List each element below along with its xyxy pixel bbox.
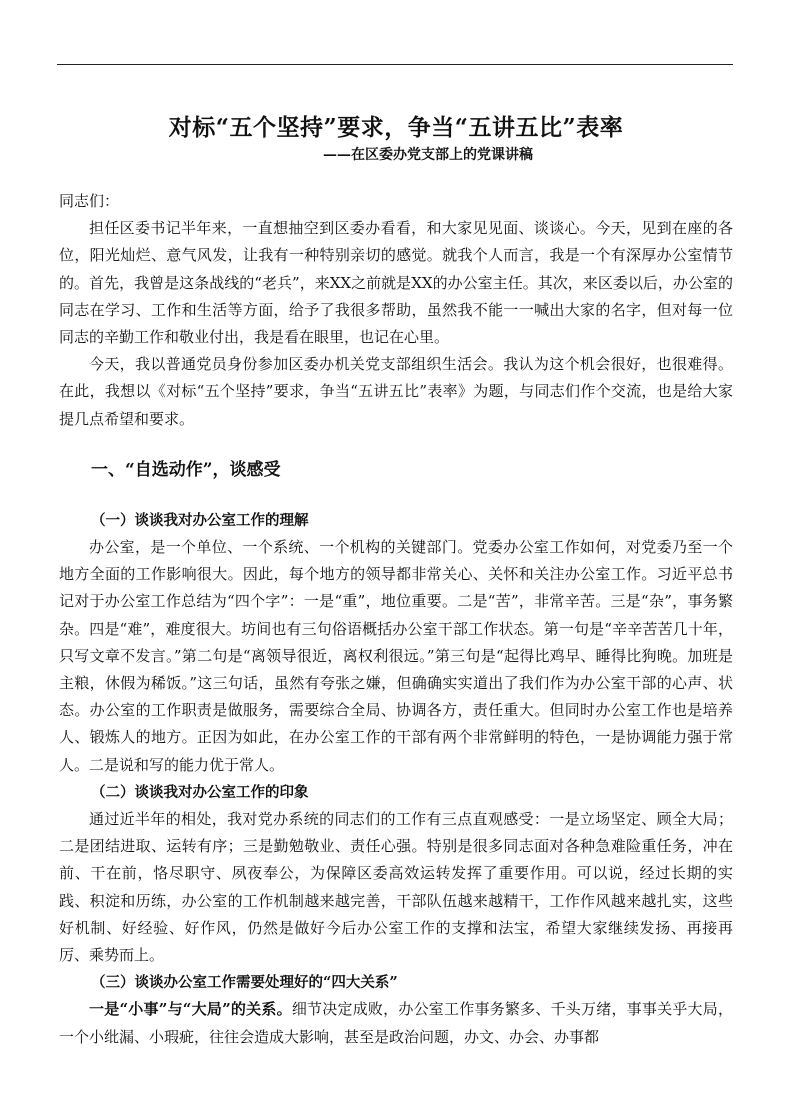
subsection-3-paragraph [59,996,733,1050]
document-subtitle: ——在区委办党支部上的党课讲稿 [323,147,533,163]
relation-1-text: 细节决定成败，办公室工作事务繁多、千头万绪，事事关乎大局，一个小纰漏、小瑕疵，往往会造成大影响，甚至是政治问题，办文、办会、办事都 [59,1000,733,1046]
subsection-3-heading: （三）谈谈办公室工作需要处理好的“四大关系” [91,974,398,992]
greeting: 同志们： [59,192,120,210]
intro-paragraph-1: 担任区委书记半年来，一直想抽空到区委办看看，和大家见见面、谈谈心。今天，见到在座的各位，阳光灿烂、意气风发，让我有一种特别亲切的感觉。就我个人而言，我是一个有深厚办公室情节的。首先，我曾是这条战线的“老兵”，来XX之前就是XX的办公室主任。其次，来区委以后，办公室的同志在学习、工作和生活等方面，给予了我很多帮助，虽然我不能一一喊出大家的名字，但对每一位同志的辛勤工作和敬业付出，我是看在眼里，也记在心里。 [59,219,733,347]
intro-paragraph-2: 今天，我以普通党员身份参加区委办机关党支部组织生活会。我认为这个机会很好，也很难得。在此，我想以《对标“五个坚持”要求，争当“五讲五比”表率》为题，与同志们作个交流，也是给大家提几点希望和要求。 [59,355,733,428]
subsection-1-paragraph: 办公室，是一个单位、一个系统、一个机构的关键部门。党委办公室工作如何，对党委乃至一个地方全面的工作影响很大。因此，每个地方的领导都非常关心、关怀和关注办公室工作。习近平总书记对于办公室工作总结为“四个字”：一是“重”，地位重要。二是“苦”，非常辛苦。三是“杂”，事务繁杂。四是“难”，难度很大。坊间也有三句俗语概括办公室干部工作状态。第一句是“辛辛苦苦几十年，只写文章不发言。”第二句是“离领导很近，离权利很远。”第三句是“起得比鸡早、睡得比狗晚。加班是主粮，休假为稀饭。”这三句话，虽然有夸张之嫌，但确确实实道出了我们作为办公室干部的心声、状态。办公室的工作职责是做服务，需要综合全局、协调各方，责任重大。但同时办公室工作也是培养人、锻炼人的地方。正因为如此，在办公室工作的干部有两个非常鲜明的特色，一是协调能力强于常人。二是说和写的能力优于常人。 [59,538,733,774]
document-page [59,108,733,1051]
subsection-2-heading: （二）谈谈我对办公室工作的印象 [91,783,309,801]
subsection-2-paragraph: 通过近半年的相处，我对党办系统的同志们的工作有三点直观感受：一是立场坚定、顾全大局；二是团结进取、运转有序；三是勤勉敬业、责任心强。特别是很多同志面对各种急难险重任务，冲在前、干在前，恪尽职守、夙夜奉公，为保障区委高效运转发挥了重要作用。可以说，经过长期的实践、积淀和历练，办公室的工作机制越来越完善，干部队伍越来越精干，工作作风越来越扎实，这些好机制、好经验、好作风，仍然是做好今后办公室工作的支撑和法宝，希望大家继续发扬、再接再厉、乘势而上。 [59,810,733,965]
document-title: 对标“五个坚持”要求，争当“五讲五比”表率 [168,114,624,141]
subsection-1-heading: （一）谈谈我对办公室工作的理解 [91,511,309,529]
header-rule [57,64,733,65]
section-1-heading: 一、“自选动作”，谈感受 [91,459,281,480]
relation-1-lead: 一是“小事”与“大局”的关系。 [89,1000,292,1019]
